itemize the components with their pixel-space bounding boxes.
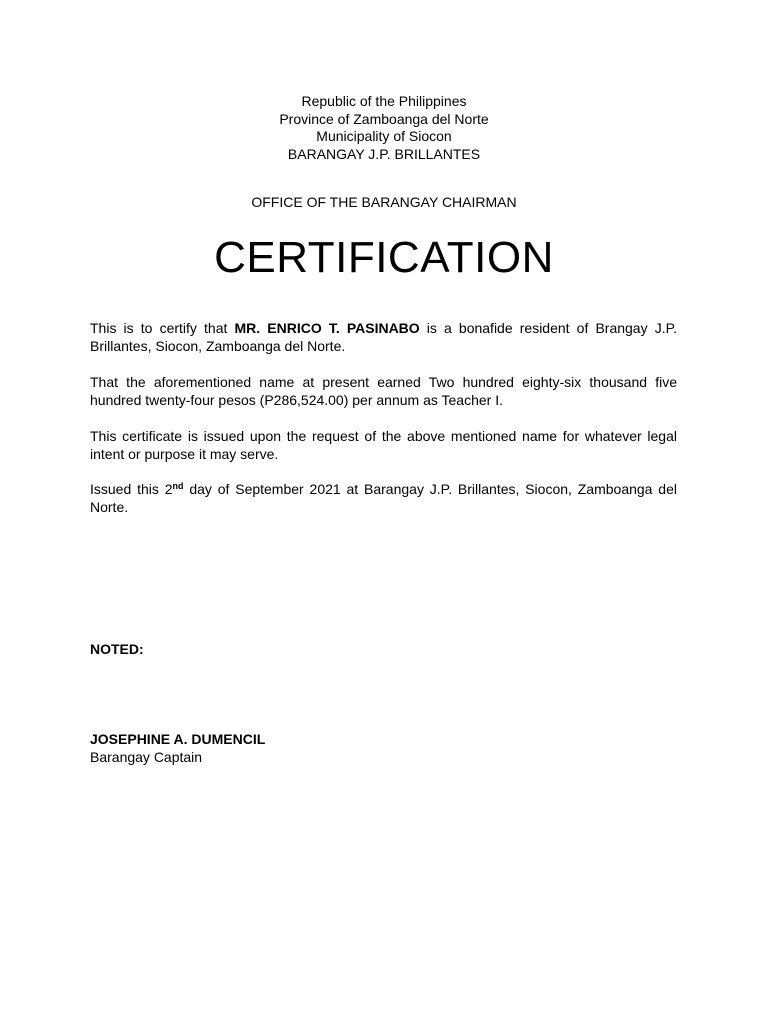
issued-suffix: day of September 2021 at Barangay J.P. Brillantes, Siocon, Zamboanga del Norte. — [90, 481, 677, 515]
income-paragraph: That the aforementioned name at present earned Two hundred eighty-six thousand five hundred twenty-four pesos (P286,524.00) per annum as Teacher I. — [90, 374, 677, 408]
letterhead-barangay: BARANGAY J.P. BRILLANTES — [287, 145, 481, 162]
purpose-paragraph: This certificate is issued upon the request of the above mentioned name for whatever legal intent or purpose it may serve. — [90, 428, 677, 462]
certify-prefix: This is to certify that — [90, 320, 235, 336]
letterhead-country: Republic of the Philippines — [301, 93, 467, 109]
document-title: CERTIFICATION — [214, 233, 554, 282]
signatory-position: Barangay Captain — [90, 749, 203, 765]
resident-name: MR. ENRICO T. PASINABO — [234, 320, 420, 336]
day-ordinal-suffix: nd — [172, 481, 184, 491]
office-heading: OFFICE OF THE BARANGAY CHAIRMAN — [251, 194, 517, 210]
certify-paragraph — [90, 319, 677, 355]
letterhead-province: Province of Zamboanga del Norte — [279, 110, 489, 127]
issued-prefix: Issued this 2 — [90, 481, 173, 497]
noted-label: NOTED: — [90, 641, 144, 657]
issued-paragraph — [90, 480, 677, 516]
signatory-name: JOSEPHINE A. DUMENCIL — [90, 731, 266, 747]
certify-suffix: is a bonafide resident of Brangay J.P. Brillantes, Siocon, Zamboanga del Norte. — [90, 320, 678, 354]
signatory-block — [90, 730, 265, 766]
letterhead-municipality: Municipality of Siocon — [316, 128, 452, 144]
letterhead — [0, 93, 768, 163]
